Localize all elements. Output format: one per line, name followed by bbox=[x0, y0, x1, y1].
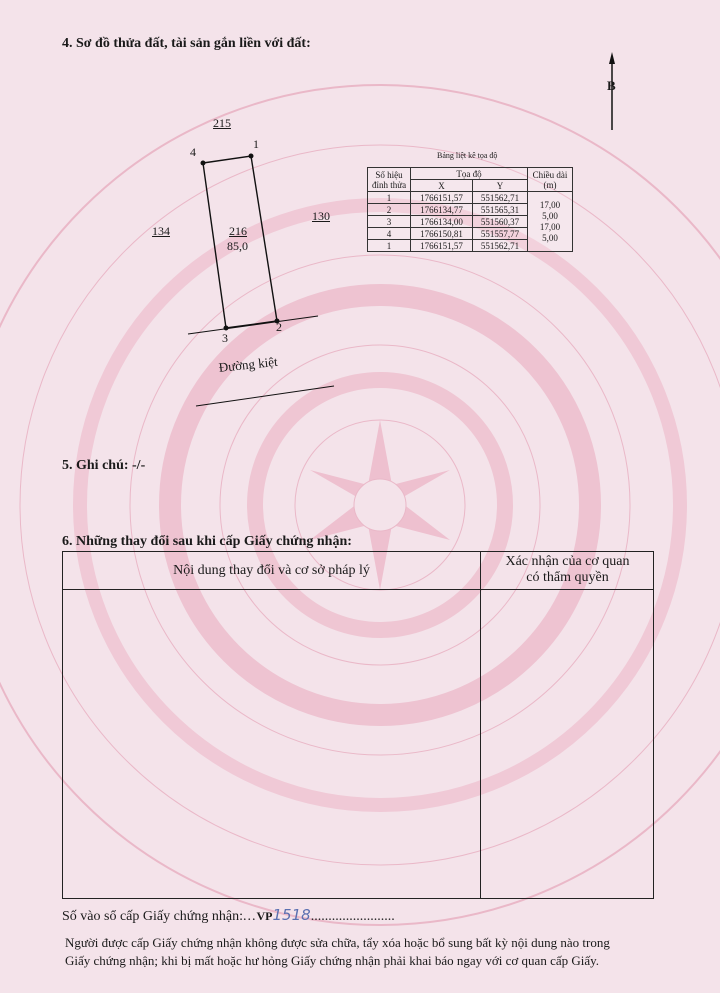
road-line bbox=[190, 380, 340, 410]
header-point-1: Số hiệu bbox=[375, 169, 403, 180]
cell-x: 1766134,00 bbox=[411, 216, 473, 228]
header-y: Y bbox=[473, 180, 528, 192]
changes-table bbox=[62, 551, 654, 899]
table-row bbox=[368, 192, 573, 204]
header-len-1: Chiều dài bbox=[532, 169, 568, 180]
parcel-215-label: 215 bbox=[213, 116, 231, 130]
header-point-2: đỉnh thửa bbox=[371, 179, 407, 190]
length-3: 17,00 bbox=[539, 221, 561, 232]
cell-pt: 1 bbox=[368, 192, 411, 204]
vertex-3-label: 3 bbox=[222, 331, 228, 345]
vertex-1-label: 1 bbox=[253, 137, 259, 151]
parcel-sketch bbox=[180, 140, 340, 340]
cell-y: 551557,77 bbox=[473, 228, 528, 240]
parcel-134-label: 134 bbox=[152, 224, 170, 238]
north-label: B bbox=[607, 78, 616, 93]
cell-x: 1766151,57 bbox=[411, 192, 473, 204]
length-4: 5,00 bbox=[542, 232, 558, 243]
cell-y: 551562,71 bbox=[473, 240, 528, 252]
cell-y: 551565,31 bbox=[473, 204, 528, 216]
registry-prefix: VP bbox=[256, 909, 273, 923]
cell-x: 1766150,81 bbox=[411, 228, 473, 240]
vertex-4-label: 4 bbox=[190, 145, 196, 159]
registry-line: Số vào sổ cấp Giấy chứng nhận:...VP1518........................ bbox=[62, 906, 395, 924]
section-5-title: 5. Ghi chú: -/- bbox=[62, 458, 146, 473]
footnote-line-2: Giấy chứng nhận; khi bị mất hoặc hư hỏng Giấy chứng nhận phải khai báo ngay với cơ quan cấp Giấy. bbox=[65, 953, 600, 968]
length-2: 5,00 bbox=[542, 210, 558, 221]
header-coord: Tọa độ bbox=[411, 168, 528, 180]
registry-label: Số vào sổ cấp Giấy chứng nhận: bbox=[62, 909, 243, 924]
coordinate-table bbox=[367, 167, 573, 252]
changes-col-confirm-line2: có thẩm quyền bbox=[526, 570, 609, 585]
cell-y: 551562,71 bbox=[473, 192, 528, 204]
road-label: Đường kiệt bbox=[218, 353, 279, 375]
parcel-number-label: 216 bbox=[229, 224, 247, 238]
section-4-title: 4. Sơ đồ thửa đất, tài sản gắn liền với đất: bbox=[62, 36, 311, 51]
cell-x: 1766134,77 bbox=[411, 204, 473, 216]
header-x: X bbox=[411, 180, 473, 192]
coord-table-title: Bảng liệt kê tọa độ bbox=[437, 151, 498, 160]
section-6-title: 6. Những thay đổi sau khi cấp Giấy chứng nhận: bbox=[62, 534, 352, 549]
cell-pt: 1 bbox=[368, 240, 411, 252]
changes-col-content: Nội dung thay đổi và cơ sở pháp lý bbox=[173, 563, 370, 578]
parcel-130-label: 130 bbox=[312, 209, 330, 223]
cell-pt: 2 bbox=[368, 204, 411, 216]
vertex-2-label: 2 bbox=[276, 320, 282, 334]
cell-y: 551560,37 bbox=[473, 216, 528, 228]
cell-x: 1766151,57 bbox=[411, 240, 473, 252]
cell-pt: 3 bbox=[368, 216, 411, 228]
changes-col-confirm-line1: Xác nhận của cơ quan bbox=[505, 554, 630, 569]
parcel-area-label: 85,0 bbox=[227, 239, 248, 253]
footnote-line-1: Người được cấp Giấy chứng nhận không được sửa chữa, tẩy xóa hoặc bổ sung bất kỳ nội dung nào trong bbox=[65, 935, 610, 950]
cell-pt: 4 bbox=[368, 228, 411, 240]
registry-number: 1518 bbox=[272, 906, 311, 924]
header-len-2: (m) bbox=[543, 179, 557, 190]
length-1: 17,00 bbox=[539, 199, 561, 210]
